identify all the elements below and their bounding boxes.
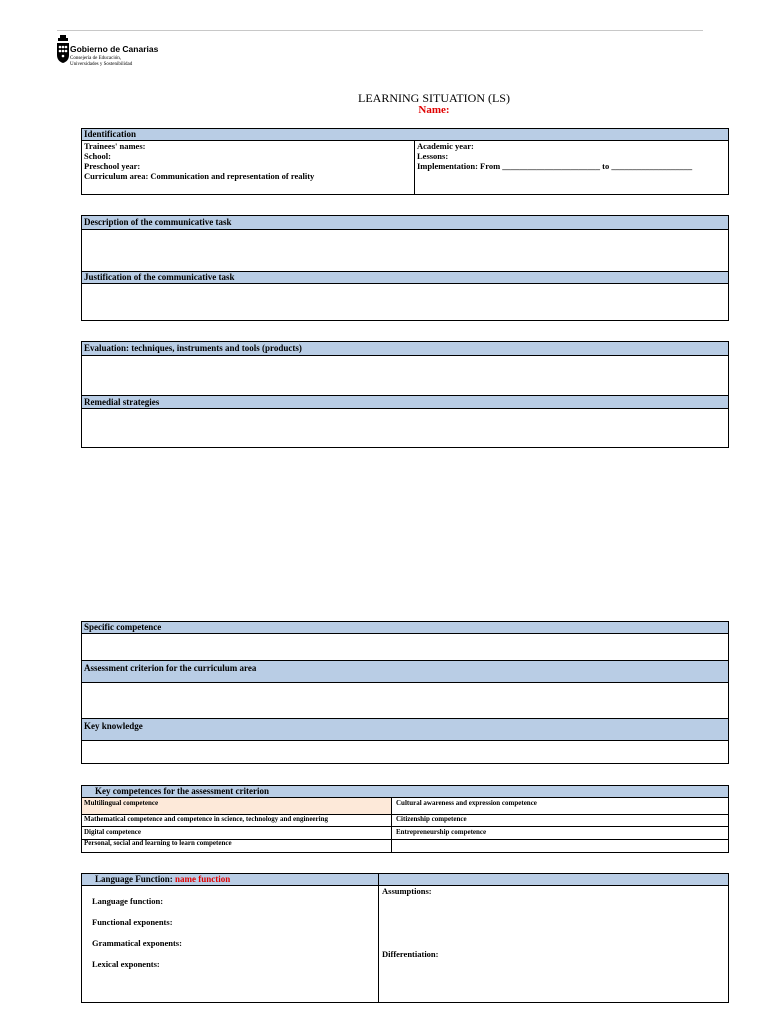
competence-left-3[interactable]: Digital competence [84, 828, 141, 836]
logo-subtitle-line1: Consejería de Educación, [70, 56, 121, 61]
key-competences-header: Key competences for the assessment criterion [82, 786, 728, 798]
competence-left-2[interactable]: Mathematical competence and competence in science, technology and engineering [84, 815, 328, 823]
preschool-field[interactable]: Preschool year: [84, 161, 141, 171]
grammatical-exponents-item[interactable]: Grammatical exponents: [92, 938, 182, 948]
differentiation-item[interactable]: Differentiation: [382, 949, 439, 959]
functional-exponents-item[interactable]: Functional exponents: [92, 917, 173, 927]
implementation-field[interactable]: Implementation: From _______________________ to ___________________ [417, 161, 693, 171]
competence-right-2[interactable]: Citizenship competence [396, 815, 467, 823]
assessment-criterion-field[interactable] [82, 683, 728, 718]
key-knowledge-header: Key knowledge [82, 718, 728, 741]
key-competences-table [81, 785, 729, 853]
language-function-divider [378, 874, 379, 1002]
language-function-box [81, 873, 729, 1003]
academic-year-field[interactable]: Academic year: [417, 141, 474, 151]
assessment-criterion-header: Assessment criterion for the curriculum area [82, 660, 728, 683]
language-function-name: name function [175, 874, 231, 884]
specific-competence-field[interactable] [82, 634, 728, 660]
lessons-field[interactable]: Lessons: [417, 151, 449, 161]
competence-left-1[interactable]: Multilingual competence [84, 799, 159, 807]
justification-field[interactable] [82, 284, 728, 320]
page-title: LEARNING SITUATION (LS) [358, 91, 510, 105]
assumptions-item[interactable]: Assumptions: [382, 886, 432, 896]
identification-left [84, 141, 314, 181]
curriculum-field[interactable]: Curriculum area: Communication and representation of reality [84, 171, 315, 181]
key-knowledge-field[interactable] [82, 741, 728, 763]
gobierno-logo [55, 35, 165, 75]
remedial-header: Remedial strategies [82, 395, 728, 409]
logo-subtitle [70, 56, 132, 68]
identification-box [81, 128, 729, 195]
header-rule [57, 30, 703, 31]
remedial-field[interactable] [82, 409, 728, 447]
competence-right-3[interactable]: Entrepreneurship competence [396, 828, 487, 836]
competence-box [81, 621, 729, 764]
competence-left-4[interactable]: Personal, social and learning to learn competence [84, 839, 232, 847]
competence-right-1[interactable]: Cultural awareness and expression competence [396, 799, 537, 807]
language-function-header [82, 874, 728, 886]
language-function-label: Language Function: [95, 874, 176, 884]
identification-right [417, 141, 692, 171]
key-competences-divider [391, 798, 392, 852]
identification-header: Identification [82, 129, 728, 141]
logo-title: Gobierno de Canarias [70, 44, 159, 54]
justification-header: Justification of the communicative task [82, 271, 728, 284]
name-label: Name: [418, 104, 450, 116]
evaluation-box [81, 341, 729, 448]
lexical-exponents-item[interactable]: Lexical exponents: [92, 959, 160, 969]
description-field[interactable] [82, 230, 728, 271]
language-function-item[interactable]: Language function: [92, 896, 164, 906]
evaluation-field[interactable] [82, 356, 728, 395]
crest-icon [55, 35, 71, 65]
logo-subtitle-line2: Universidades y Sostenibilidad [70, 62, 133, 67]
school-field[interactable]: School: [84, 151, 111, 161]
specific-competence-header: Specific competence [82, 622, 728, 634]
description-header: Description of the communicative task [82, 216, 728, 230]
task-box [81, 215, 729, 321]
trainees-field[interactable]: Trainees' names: [84, 141, 146, 151]
identification-divider [414, 141, 415, 194]
evaluation-header: Evaluation: techniques, instruments and tools (products) [82, 342, 728, 356]
